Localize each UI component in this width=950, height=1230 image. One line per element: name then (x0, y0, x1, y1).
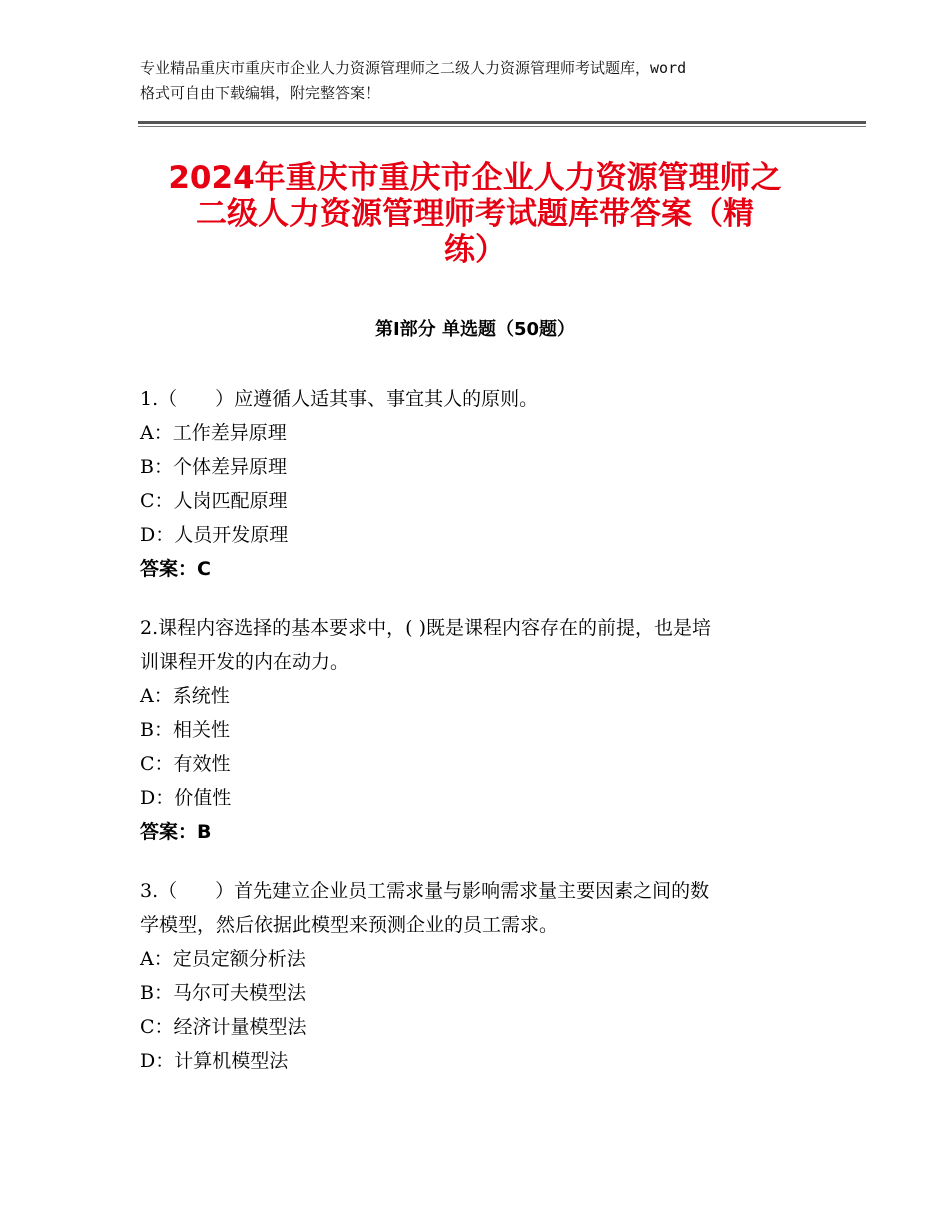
header-divider (138, 121, 866, 124)
option-a: A：工作差异原理 (140, 422, 287, 444)
question-stem: 1.（ ）应遵循人适其事、事宜其人的原则。 (140, 388, 539, 410)
question-stem: 3.（ ）首先建立企业员工需求量与影响需求量主要因素之间的数 (140, 880, 710, 902)
option-b: B：个体差异原理 (140, 456, 287, 478)
option-d: D：人员开发原理 (140, 524, 289, 546)
question-item (140, 874, 820, 1078)
question-list (140, 382, 820, 1103)
option-c: C：经济计量模型法 (140, 1016, 307, 1038)
option-a: A：定员定额分析法 (140, 948, 306, 970)
answer: 答案：B (140, 821, 212, 843)
option-d: D：计算机模型法 (140, 1050, 289, 1072)
option-b: B：相关性 (140, 719, 230, 741)
answer: 答案：C (140, 558, 211, 580)
option-d: D：价值性 (140, 787, 232, 809)
header-note (140, 56, 830, 106)
question-stem-continued: 学模型，然后依据此模型来预测企业的员工需求。 (140, 914, 559, 936)
question-item (140, 382, 820, 586)
title-line: 二级人力资源管理师考试题库带答案（精 (196, 196, 754, 232)
section-heading: 第Ⅰ部分 单选题（50题） (374, 319, 575, 340)
document-title (130, 160, 820, 268)
title-line: 练） (444, 232, 506, 268)
option-b: B：马尔可夫模型法 (140, 982, 306, 1004)
option-c: C：有效性 (140, 753, 231, 775)
header-divider-thin (138, 126, 866, 127)
option-c: C：人岗匹配原理 (140, 490, 288, 512)
question-stem-continued: 训课程开发的内在动力。 (140, 651, 350, 673)
question-stem: 2.课程内容选择的基本要求中，( )既是课程内容存在的前提，也是培 (140, 617, 711, 639)
header-note-line: 格式可自由下载编辑，附完整答案！ (140, 84, 381, 102)
header-note-line: 专业精品重庆市重庆市企业人力资源管理师之二级人力资源管理师考试题库，word (140, 59, 687, 77)
option-a: A：系统性 (140, 685, 230, 707)
title-line: 2024年重庆市重庆市企业人力资源管理师之 (168, 160, 782, 196)
question-item (140, 611, 820, 849)
